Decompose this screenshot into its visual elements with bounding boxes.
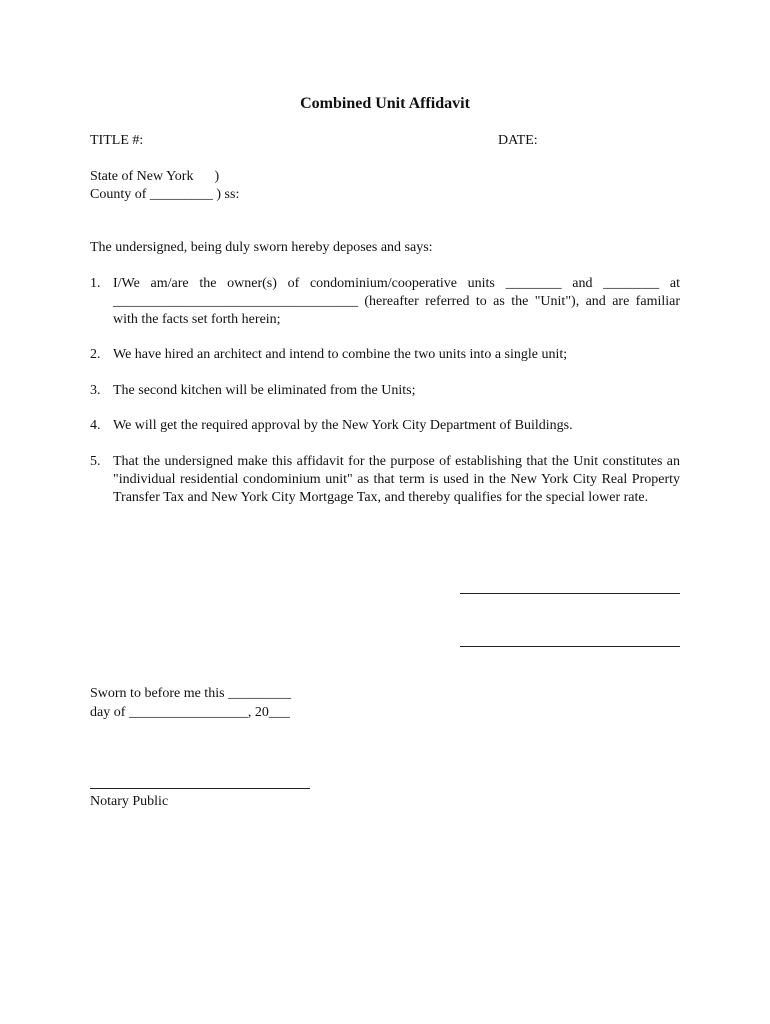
sworn-date: day of _________________, 20___ [90,705,290,720]
item-text: We will get the required approval by the New York City Department of Buildings. [113,418,573,433]
notary-signature-line [90,788,310,789]
item-text: We have hired an architect and intend to combine the two units into a single unit; [113,347,568,362]
signature-line [460,593,680,594]
item-text: That the undersigned make this affidavit for the purpose of establishing that the Unit constitutes an "individual residential condominium unit" as that term is used in the New York City Real Property Transfer Tax and New York City Mortgage Tax, and thereby qualifies for the special lower rate. [113,454,680,505]
item-text: I/We am/are the owner(s) of condominium/cooperative units ________ and ________ at ___________________________________ (hereafter referred to as the "Unit"), and are familiar with the facts set forth herein; [113,276,680,327]
notary-public-label: Notary Public [90,794,169,809]
item-number: 2. [90,347,101,362]
document-title: Combined Unit Affidavit [300,95,470,112]
signature-line [460,646,680,647]
title-number-label: TITLE #: [90,133,144,148]
item-text: The second kitchen will be eliminated from the Units; [113,383,416,398]
date-label: DATE: [498,133,538,148]
venue-county: County of _________ ) ss: [90,187,240,202]
item-number: 5. [90,454,101,469]
intro-statement: The undersigned, being duly sworn hereby deposes and says: [90,240,433,255]
item-number: 3. [90,383,101,398]
item-number: 1. [90,276,101,291]
venue-state: State of New York ) [90,169,220,184]
item-number: 4. [90,418,101,433]
sworn-statement: Sworn to before me this _________ [90,686,292,701]
